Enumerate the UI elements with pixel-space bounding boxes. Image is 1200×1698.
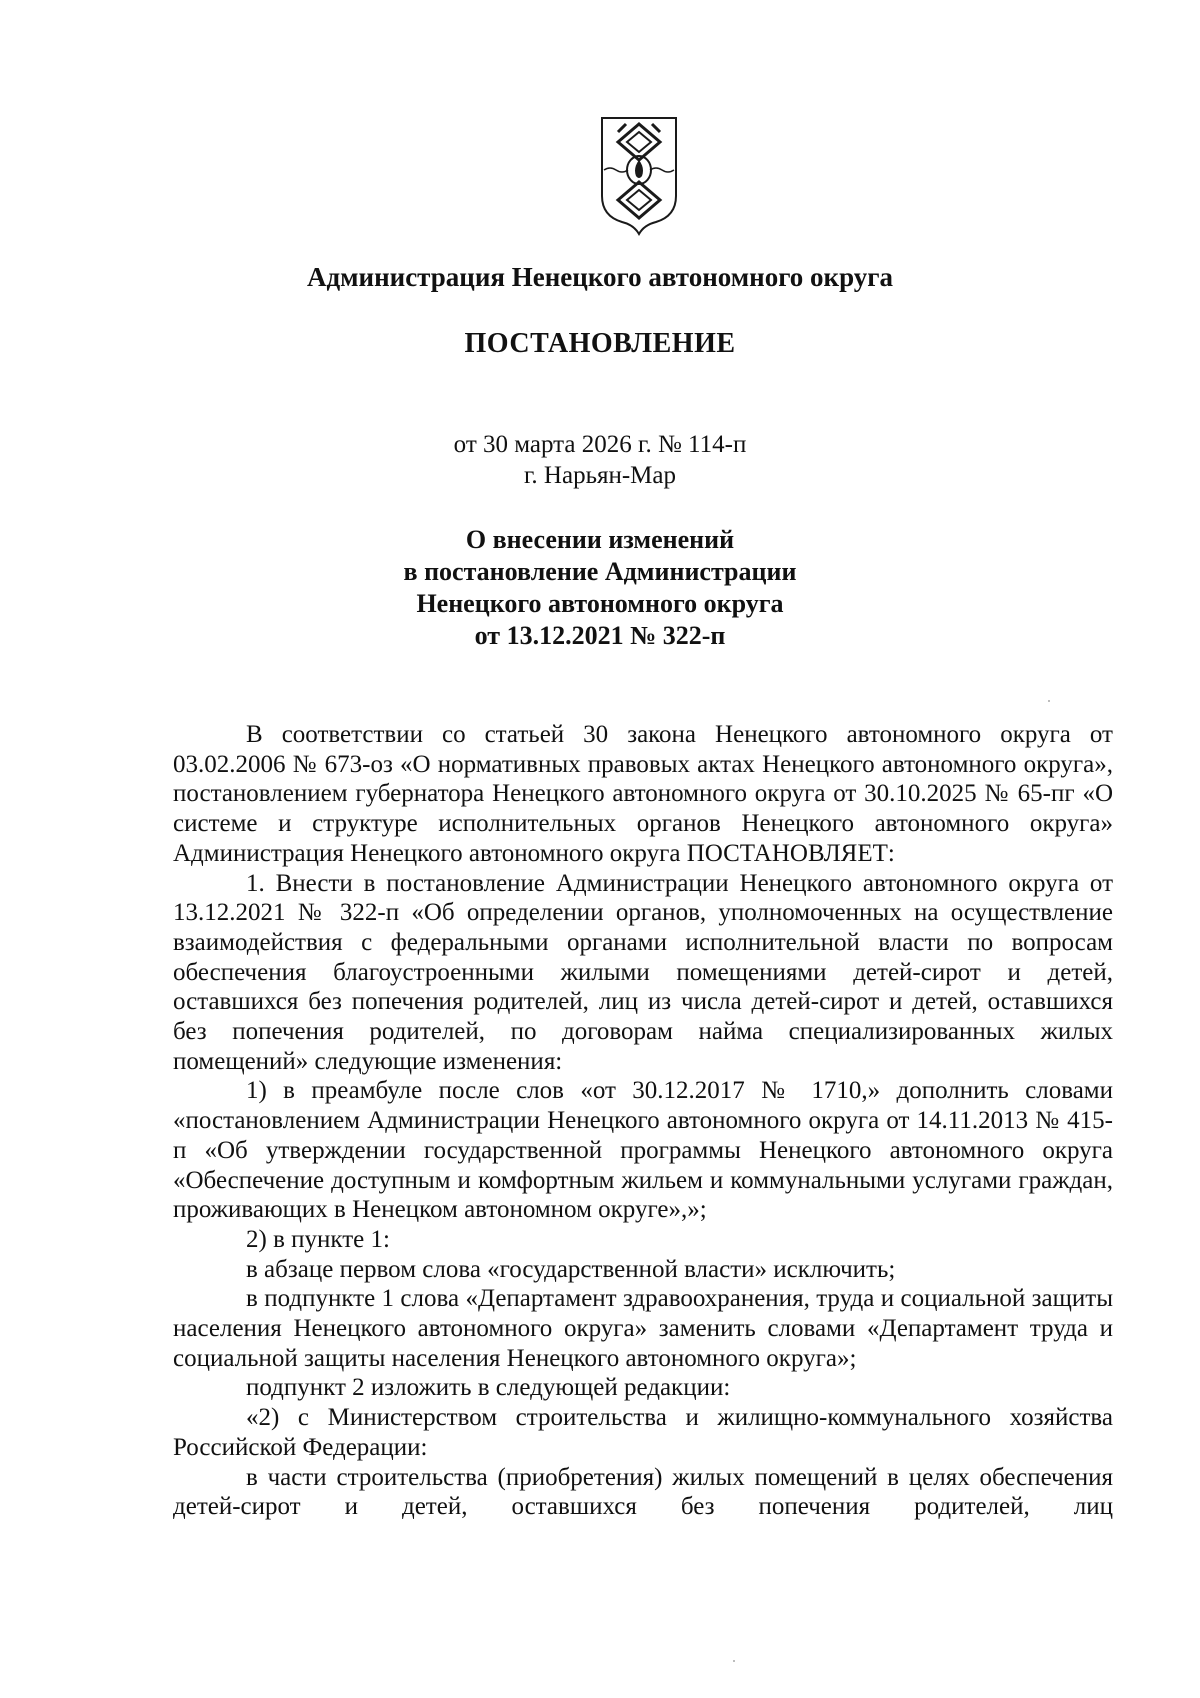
title-line: в постановление Администрации bbox=[403, 557, 797, 586]
scan-artifact bbox=[1048, 700, 1050, 702]
title-line: О внесении изменений bbox=[465, 525, 735, 554]
body-paragraph: в абзаце первом слова «государственной власти» исключить; bbox=[246, 1255, 896, 1283]
body-paragraph: В соответствии со статьей 30 закона Ненецкого автономного округа от 03.02.2006 № 673-оз «О нормативных правовых актах Ненецкого автономного округа», постановлением губернатора Ненецкого автономного округа от 30.10.2025 № 65-пг «О системе и структуре исполнительных органов Ненецкого автономного округа» Администрация Ненецкого автономного округа ПОСТАНОВЛЯЕТ: bbox=[173, 721, 1113, 867]
date-and-number: от 30 марта 2026 г. № 114-п bbox=[453, 431, 747, 458]
organization-name: Администрация Ненецкого автономного округа bbox=[306, 262, 894, 292]
coat-of-arms-icon bbox=[598, 112, 680, 242]
body-paragraph: «2) с Министерством строительства и жилищно-коммунального хозяйства Российской Федерации: bbox=[173, 1404, 1113, 1461]
body-paragraph: в части строительства (приобретения) жилых помещений в целях обеспечения детей-сирот и детей, оставшихся без попечения родителей, лиц bbox=[173, 1463, 1113, 1521]
document-type: ПОСТАНОВЛЕНИЕ bbox=[464, 328, 736, 359]
body-paragraph: 2) в пункте 1: bbox=[246, 1225, 390, 1253]
document-body bbox=[173, 720, 1113, 1522]
body-paragraph: подпункт 2 изложить в следующей редакции: bbox=[246, 1374, 731, 1402]
body-paragraph: 1. Внести в постановление Администрации Ненецкого автономного округа от 13.12.2021 № 322-п «Об определении органов, уполномоченных на осуществление взаимодействия с федеральными органами исполнительной власти по вопросам обеспечения благоустроенными жилыми помещениями детей-сирот и детей, оставшихся без попечения родителей, лиц из числа детей-сирот и детей, оставшихся без попечения родителей, по договорам найма специализированных жилых помещений» следующие изменения: bbox=[173, 869, 1113, 1075]
body-paragraph: 1) в преамбуле после слов «от 30.12.2017 № 1710,» дополнить словами «постановлением Администрации Ненецкого автономного округа от 14.11.2013 № 415-п «Об утверждении государственной программы Ненецкого автономного округа «Обеспечение доступным и комфортным жильем и коммунальными услугами граждан, проживающих в Ненецком автономном округе»,»; bbox=[173, 1077, 1113, 1224]
title-line: от 13.12.2021 № 322-п bbox=[474, 621, 726, 650]
document-title bbox=[0, 524, 1200, 652]
scan-artifact bbox=[733, 1660, 735, 1662]
body-paragraph: в подпункте 1 слова «Департамент здравоохранения, труда и социальной защиты населения Ненецкого автономного округа» заменить словами «Департамент труда и социальной защиты населения Ненецкого автономного округа»; bbox=[173, 1285, 1113, 1372]
title-line: Ненецкого автономного округа bbox=[416, 589, 784, 618]
place-of-issue: г. Нарьян-Мар bbox=[523, 462, 676, 489]
